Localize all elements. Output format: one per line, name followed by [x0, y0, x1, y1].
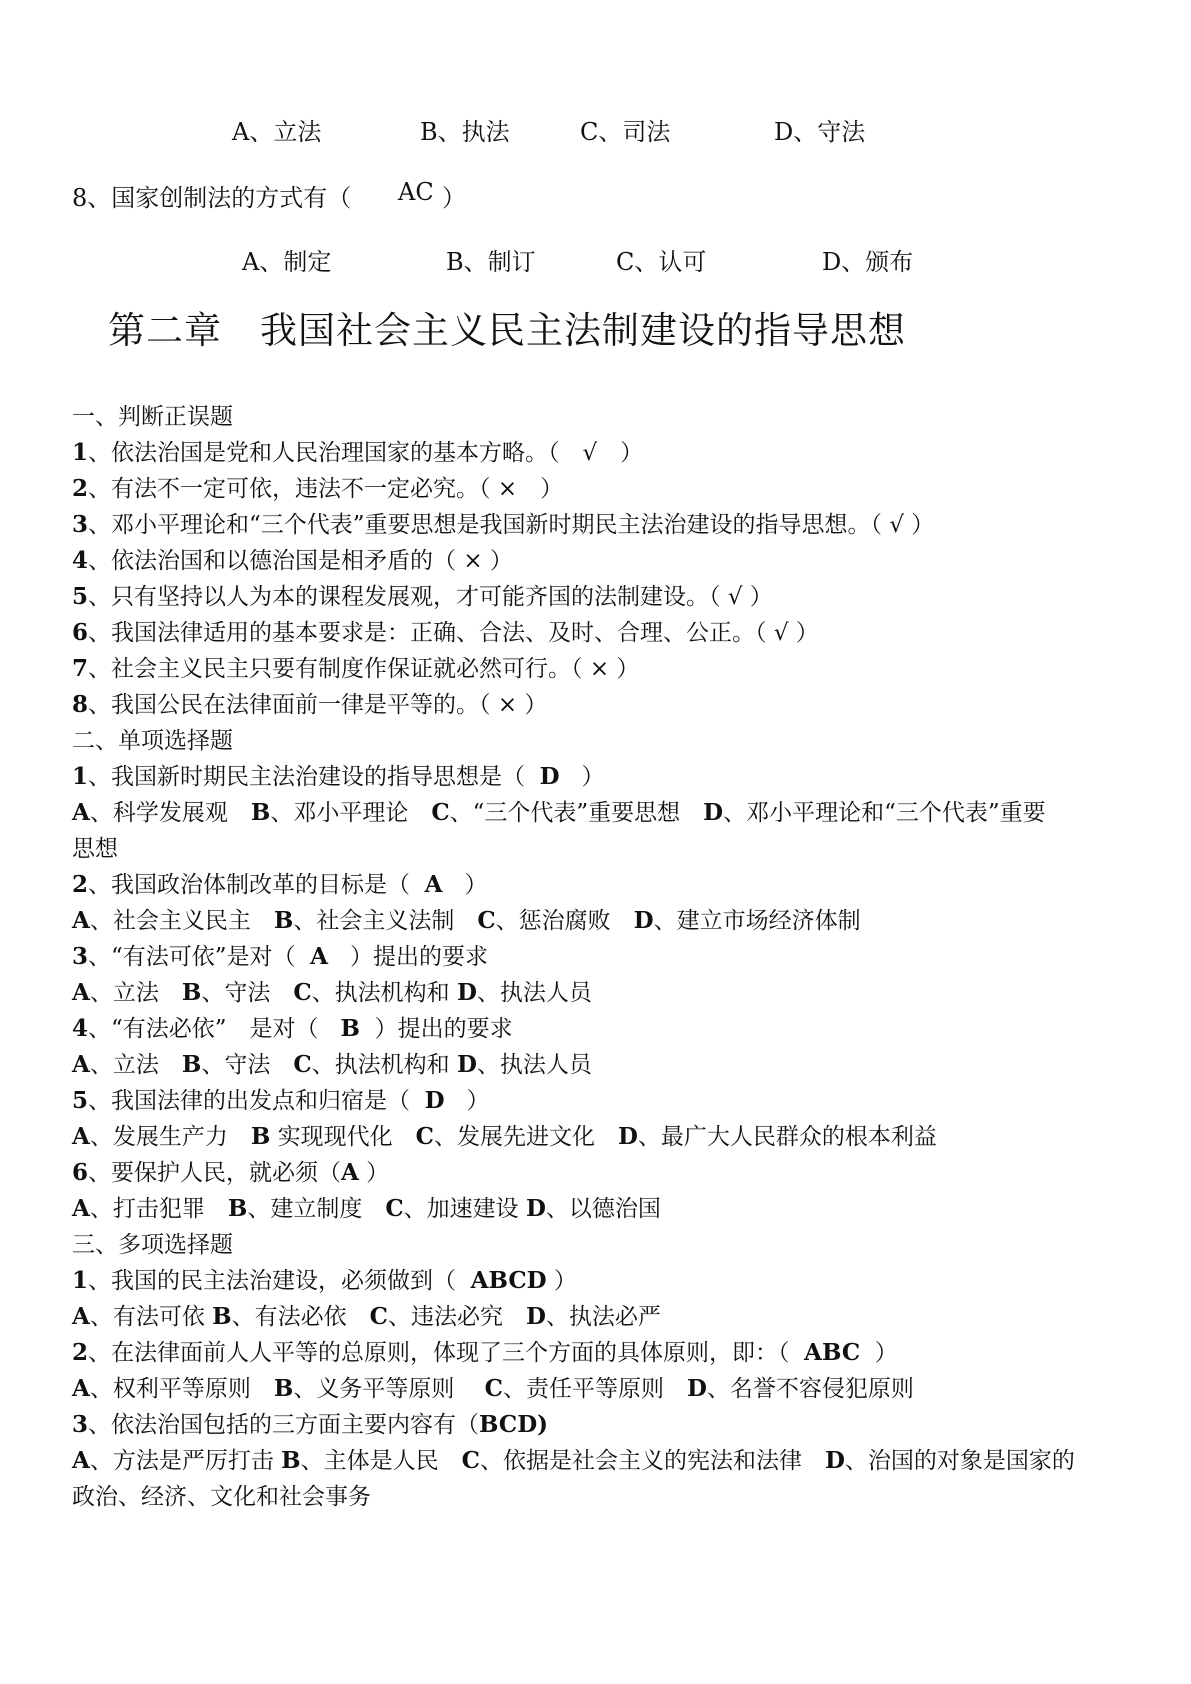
option-b-zhiding2: B、制订: [446, 248, 536, 276]
tf-item: 6、我国法律适用的基本要求是：正确、合法、及时、合理、公正。（ √ ）: [72, 619, 819, 646]
sc-question: 4、“有法必依” 是对（ B ）提出的要求: [72, 1015, 513, 1042]
tf-item: 3、邓小平理论和“三个代表”重要思想是我国新时期民主法治建设的指导思想。（ √ ）: [72, 511, 935, 538]
option-a-lifa: A、立法: [232, 118, 322, 146]
mc-question: 2、在法律面前人人平等的总原则，体现了三个方面的具体原则，即：（ ABC ）: [72, 1339, 898, 1366]
tf-item: 4、依法治国和以德治国是相矛盾的（ × ）: [72, 547, 513, 574]
mc-options: A、方法是严厉打击 B、主体是人民 C、依据是社会主义的宪法和法律 D、治国的对象是国家的: [72, 1447, 1075, 1474]
option-a-zhiding: A、制定: [242, 248, 332, 276]
option-c-renke: C、认可: [616, 248, 707, 276]
section-1-heading: 一、判断正误题: [72, 404, 233, 430]
mc-question: 3、依法治国包括的三方面主要内容有（BCD): [72, 1411, 549, 1438]
chapter-title: 第二章 我国社会主义民主法制建设的指导思想: [108, 309, 906, 352]
section-2-heading: 二、单项选择题: [72, 728, 233, 754]
mc-options: A、权利平等原则 B、义务平等原则 C、责任平等原则 D、名誉不容侵犯原则: [72, 1375, 914, 1402]
sc-options: A、科学发展观 B、邓小平理论 C、“三个代表”重要思想 D、邓小平理论和“三个代表”重要: [72, 799, 1046, 826]
sc-question: 2、我国政治体制改革的目标是（ A ）: [72, 871, 488, 898]
tf-item: 2、有法不一定可依，违法不一定必究。（ × ）: [72, 475, 564, 502]
sc-options: A、立法 B、守法 C、执法机构和 D、执法人员: [72, 979, 592, 1006]
mc-options-cont: 政治、经济、文化和社会事务: [72, 1484, 371, 1510]
tf-item: 1、依法治国是党和人民治理国家的基本方略。（ √ ）: [72, 439, 644, 466]
option-d-banbu: D、颁布: [822, 248, 914, 276]
mc-options: A、有法可依 B、有法必依 C、违法必究 D、执法必严: [72, 1303, 661, 1330]
sc-question: 6、要保护人民，就必须（A ）: [72, 1159, 390, 1186]
question-8-text: 8、国家创制法的方式有（: [72, 184, 352, 212]
sc-options: A、社会主义民主 B、社会主义法制 C、惩治腐败 D、建立市场经济体制: [72, 907, 861, 934]
tf-item: 5、只有坚持以人为本的课程发展观，才可能齐国的法制建设。（ √ ）: [72, 583, 773, 610]
sc-options: A、打击犯罪 B、建立制度 C、加速建设 D、以德治国: [72, 1195, 661, 1222]
question-8-answer: AC: [398, 178, 434, 206]
tf-item: 7、社会主义民主只要有制度作保证就必然可行。（ × ）: [72, 655, 640, 682]
sc-question: 1、我国新时期民主法治建设的指导思想是（ D ）: [72, 763, 605, 790]
sc-question: 3、“有法可依”是对（ A ）提出的要求: [72, 943, 488, 970]
tf-item: 8、我国公民在法律面前一律是平等的。（ × ）: [72, 691, 548, 718]
sc-question: 5、我国法律的出发点和归宿是（ D ）: [72, 1087, 490, 1114]
mc-question: 1、我国的民主法治建设，必须做到（ ABCD ）: [72, 1267, 577, 1294]
sc-options: A、发展生产力 B 实现现代化 C、发展先进文化 D、最广大人民群众的根本利益: [72, 1123, 937, 1150]
sc-options: A、立法 B、守法 C、执法机构和 D、执法人员: [72, 1051, 592, 1078]
option-c-sifa: C、司法: [580, 118, 671, 146]
option-d-shoufa: D、守法: [774, 118, 866, 146]
question-8-close: ）: [442, 184, 466, 212]
sc-options-cont: 思想: [72, 836, 118, 862]
option-b-zhifa: B、执法: [420, 118, 510, 146]
section-3-heading: 三、多项选择题: [72, 1232, 233, 1258]
